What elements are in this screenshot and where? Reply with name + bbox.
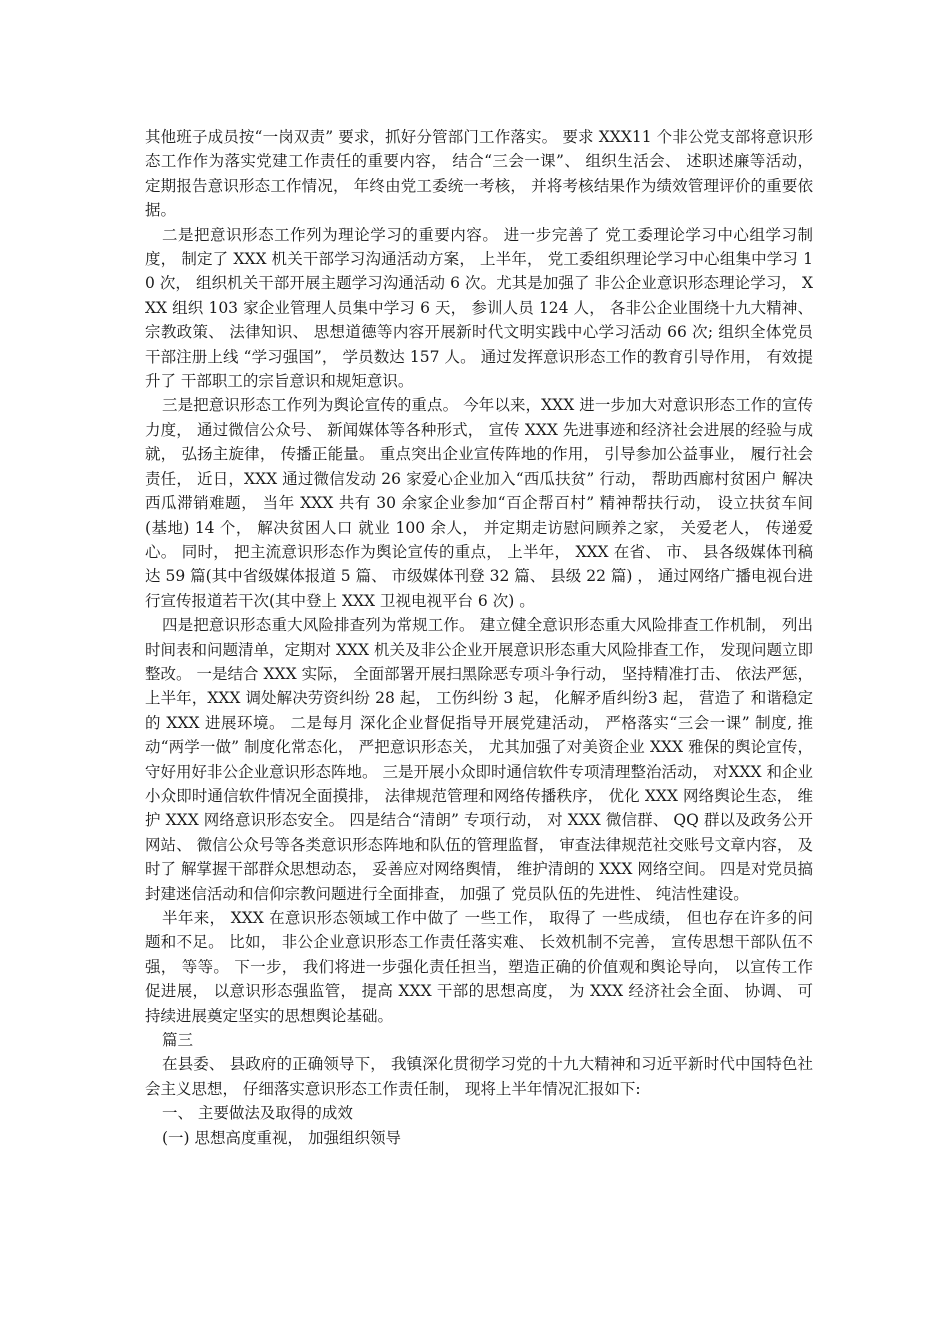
paragraph-report-intro: 在县委、 县政府的正确领导下， 我镇深化贯彻学习党的十九大精神和习近平新时代中国特色社会主义思想， 仔细落实意识形态工作责任制， 现将上半年情况汇报如下: <box>145 1055 813 1098</box>
paragraph-theory-study: 二是把意识形态工作列为理论学习的重要内容。 进一步完善了 党工委理论学习中心组学习制度， 制定了 XXX 机关干部学习沟通活动方案， 上半年， 党工委组织理论学习中心组集中学习 10 次， 组织机关干部开展主题学习沟通活动 6 次。尤其是加强了 非公企业意识形态理论学习， XXX 组织 103 家企业管理人员集中学习 6 天， 参训人员 124 人， 各非公企业围绕十九大精神、 宗教政策、 法律知识、 思想道德等内容开展新时代文明实践中心学习活动 66 次; 组织全体党员干部注册上线 “学习强国”， 学员数达 157 人。 通过发挥意识形态工作的教育引导作用， 有效提升了 干部职工的宗旨意识和规矩意识。 <box>145 225 813 391</box>
paragraph-risk-screening: 四是把意识形态重大风险排查列为常规工作。 建立健全意识形态重大风险排查工作机制， 列出时间表和问题清单，定期对 XXX 机关及非公企业开展意识形态重大风险排查工作， 发现问题立即整改。 一是结合 XXX 实际， 全面部署开展扫黑除恶专项斗争行动， 坚持精准打击、 依法严惩， 上半年，XXX 调处解决劳资纠纷 28 起， 工伤纠纷 3 起， 化解矛盾纠纷3 起， 营造了 和谐稳定的 XXX 进展环境。 二是每月 深化企业督促指导开展党建活动， 严格落实“三会一课” 制度, 推动“两学一做” 制度化常态化， 严把意识形态关， 尤其加强了对美资企业 XXX 雅保的舆论宣传， 守好用好非公企业意识形态阵地。 三是开展小众即时通信软件专项清理整治活动， 对XXX 和企业小众即时通信软件情况全面摸排， 法律规范管理和网络传播秩序， 优化 XXX 网络舆论生态， 维护 XXX 网络意识形态安全。 四是结合“清朗” 专项行动， 对 XXX 微信群、 QQ 群以及政务公开网站、 微信公众号等各类意识形态阵地和队伍的管理监督， 审查法律规范社交账号文章内容， 及时了 解掌握干部群众思想动态， 妥善应对网络舆情， 维护清朗的 XXX 网络空间。 四是对党员搞封建迷信活动和信仰宗教问题进行全面排查， 加强了 党员队伍的先进性、 纯洁性建设。 <box>145 616 813 903</box>
paragraph-responsibility: 其他班子成员按“一岗双责” 要求，抓好分管部门工作落实。 要求 XXX11 个非公党支部将意识形态工作作为落实党建工作责任的重要内容， 结合“三会一课”、 组织生活会、 述职述廉等活动， 定期报告意识形态工作情况， 年终由党工委统一考核， 并将考核结果作为绩效管理评价的重要依据。 <box>145 128 813 220</box>
subheading-organization-leadership: (一) 思想高度重视， 加强组织领导 <box>162 1128 401 1147</box>
document-body <box>145 125 813 1150</box>
heading-main-practices: 一、 主要做法及取得的成效 <box>162 1104 353 1123</box>
paragraph-half-year-summary: 半年来， XXX 在意识形态领域工作中做了 一些工作， 取得了 一些成绩， 但也存在许多的问题和不足。 比如， 非公企业意识形态工作责任落实难、 长效机制不完善， 宣传思想干部队伍不强， 等等。 下一步， 我们将进一步强化责任担当，塑造正确的价值观和舆论导向， 以宣传工作促进展， 以意识形态强监管， 提高 XXX 干部的思想高度， 为 XXX 经济社会全面、 协调、 可持续进展奠定坚实的思想舆论基础。 <box>145 909 813 1025</box>
section-title-part-three: 篇三 <box>162 1031 194 1050</box>
paragraph-public-opinion: 三是把意识形态工作列为舆论宣传的重点。 今年以来，XXX 进一步加大对意识形态工作的宣传力度， 通过微信公众号、 新闻媒体等各种形式， 宣传 XXX 先进事迹和经济社会进展的经验与成就， 弘扬主旋律， 传播正能量。 重点突出企业宣传阵地的作用， 引导参加公益事业， 履行社会责任， 近日，XXX 通过微信发动 26 家爱心企业加入“西瓜扶贫” 行动， 帮助西廊村贫困户 解决西瓜滞销难题， 当年 XXX 共有 30 余家企业参加“百企帮百村” 精神帮扶行动， 设立扶贫车间 (基地) 14 个， 解决贫困人口 就业 100 余人， 并定期走访慰问顾养之家， 关爱老人， 传递爱心。 同时， 把主流意识形态作为舆论宣传的重点， 上半年， XXX 在省、 市、 县各级媒体刊稿达 59 篇(其中省级媒体报道 5 篇、 市级媒体刊登 32 篇、 县级 22 篇) ， 通过网络广播电视台进行宣传报道若干次(其中登上 XXX 卫视电视平台 6 次) 。 <box>145 396 813 610</box>
